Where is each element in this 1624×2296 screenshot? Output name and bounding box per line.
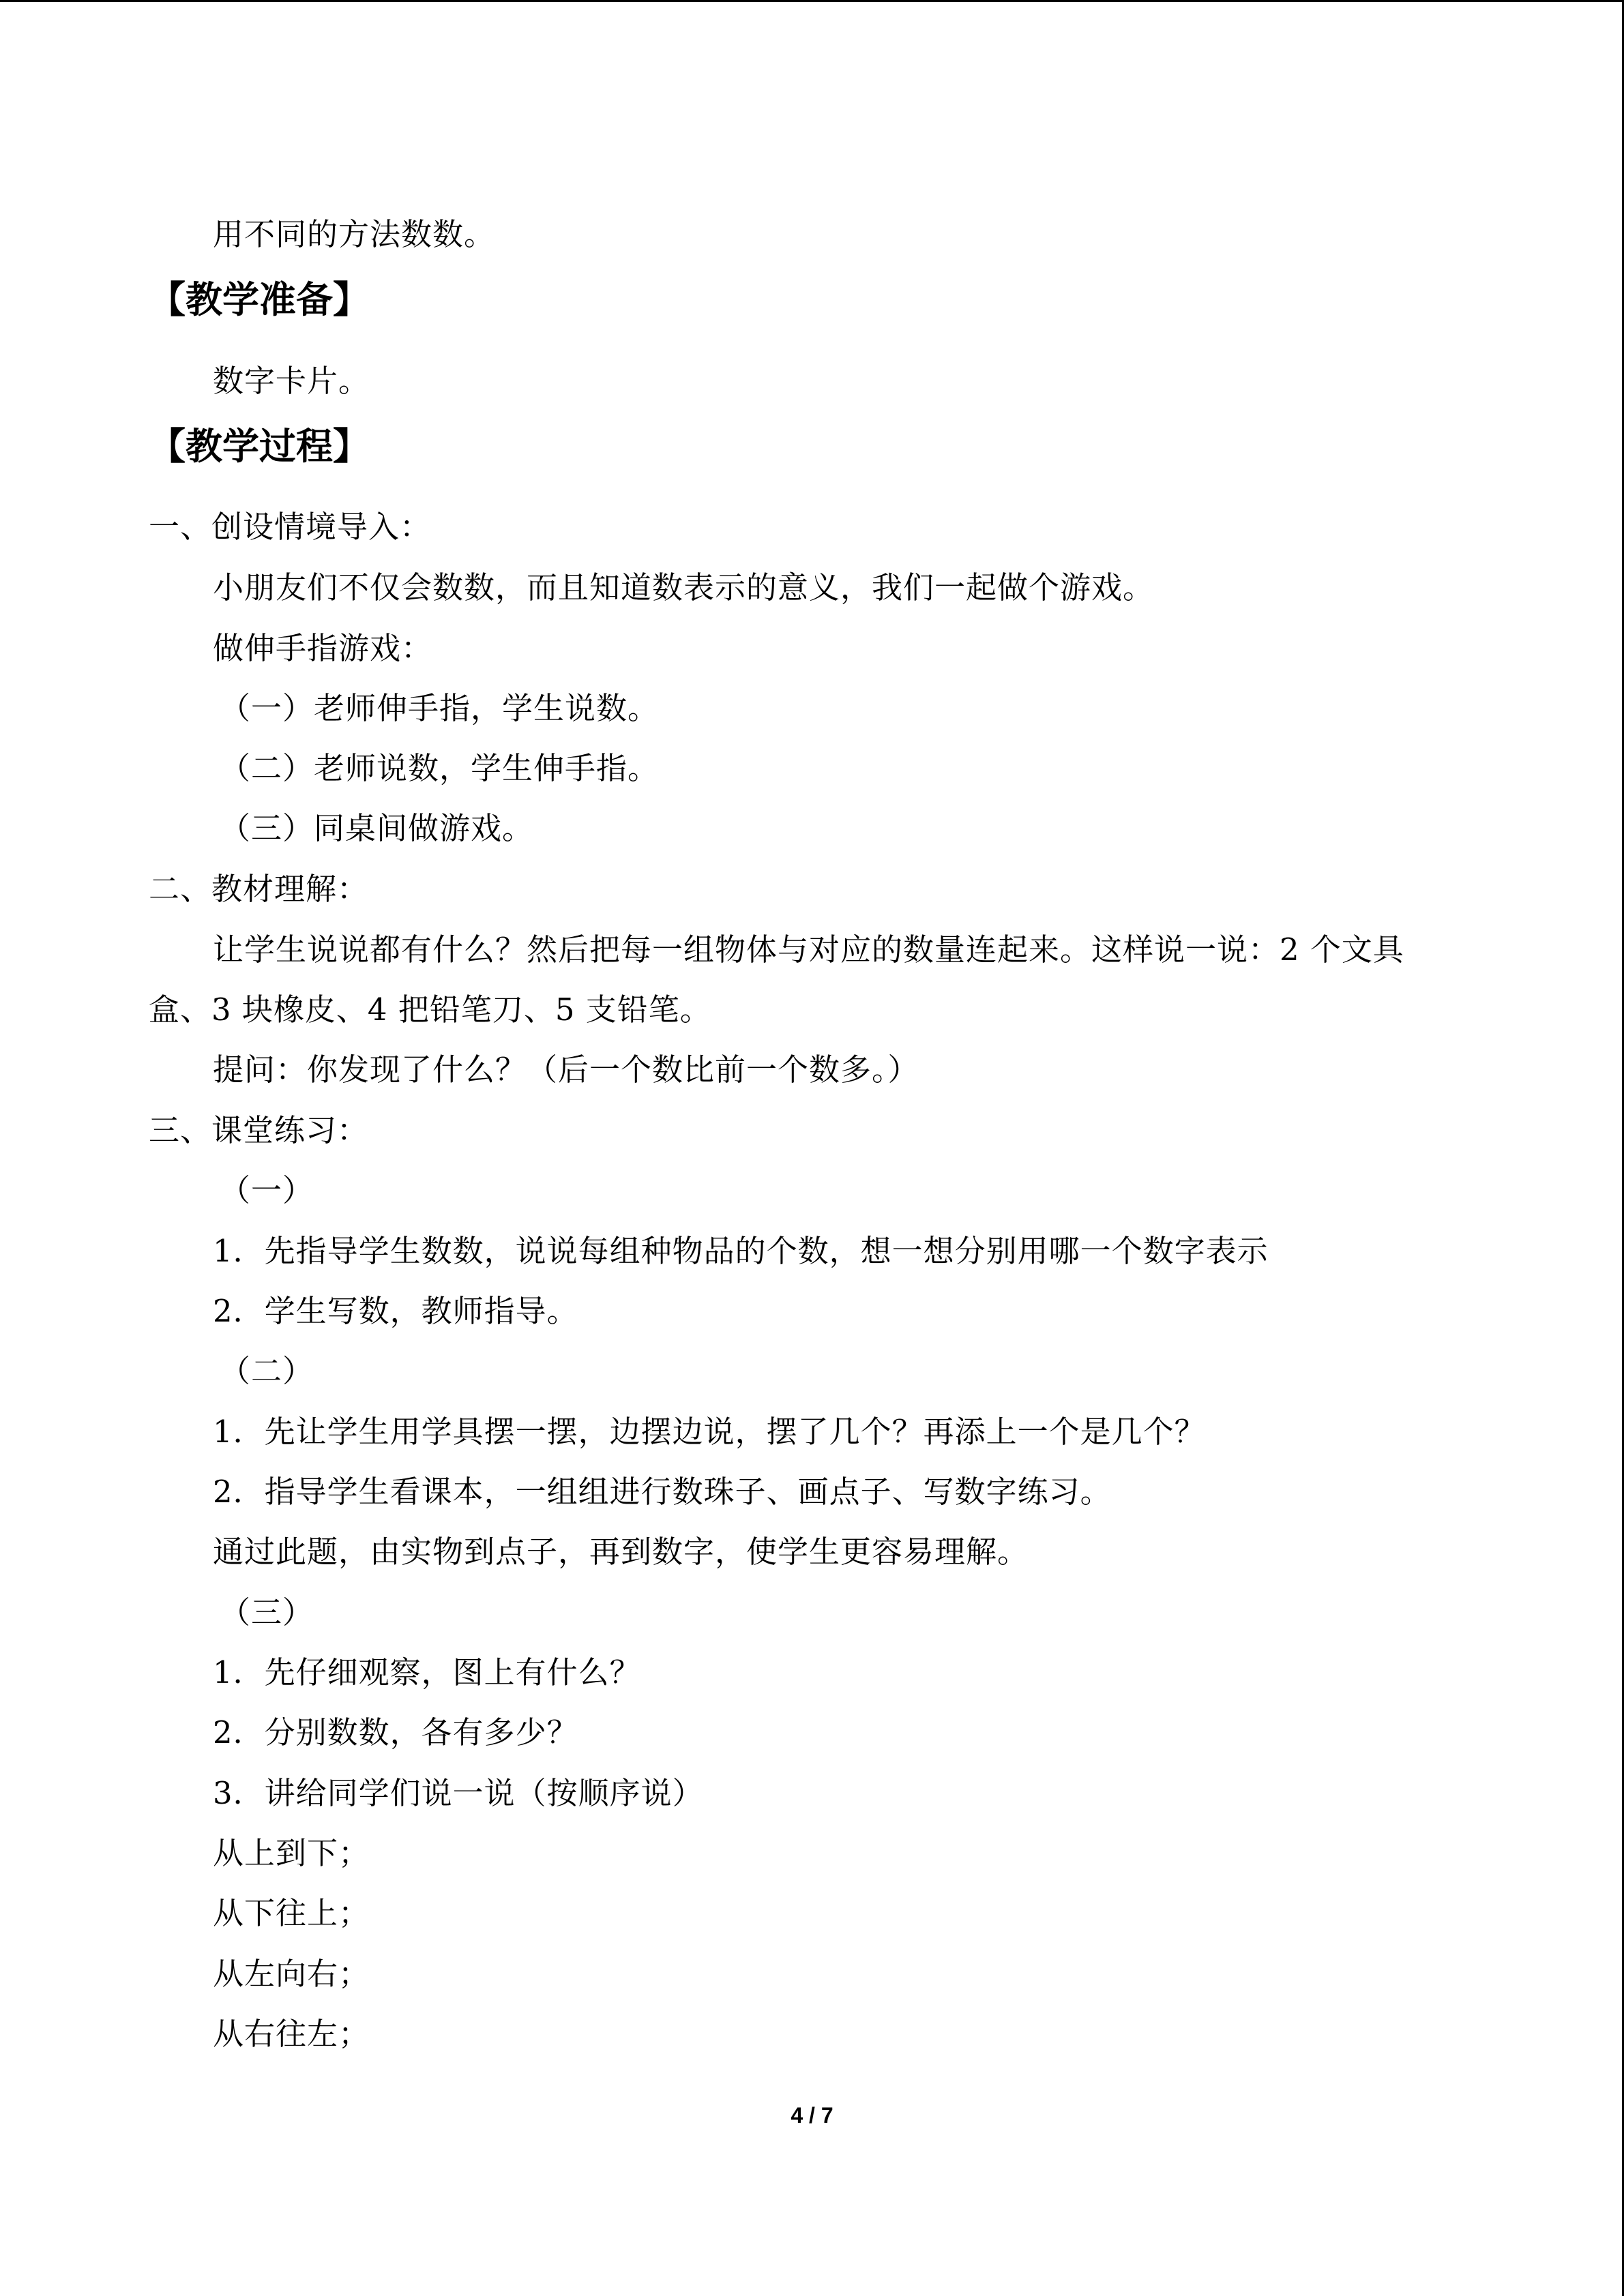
text-line: 让学生说说都有什么？然后把每一组物体与对应的数量连起来。这样说一说：2 个文具 (213, 931, 1404, 968)
text-line: 盒、3 块橡皮、4 把铅笔刀、5 支铅笔。 (149, 992, 711, 1028)
text-line: 提问：你发现了什么？（后一个数比前一个数多。） (213, 1052, 919, 1088)
text-line: 从右往左； (213, 2016, 370, 2052)
section-title-2: 二、教材理解： (149, 871, 369, 907)
text-line: 3．讲给同学们说一说（按顺序说） (213, 1775, 704, 1811)
text-line: 数字卡片。 (213, 363, 370, 399)
subsection-label: （一） (220, 1172, 314, 1208)
subsection-label: （三） (220, 1594, 314, 1630)
text-line: 做伸手指游戏： (213, 630, 433, 666)
text-line: 1．先指导学生数数，说说每组种物品的个数，想一想分别用哪一个数字表示 (213, 1233, 1269, 1269)
text-line: 2．指导学生看课本，一组组进行数珠子、画点子、写数字练习。 (213, 1474, 1112, 1510)
text-line: （一）老师伸手指，学生说数。 (220, 690, 660, 726)
section-heading-process: 【教学过程】 (149, 425, 370, 468)
text-line: 从上到下； (213, 1835, 370, 1871)
text-line: 1．先仔细观察，图上有什么？ (213, 1654, 641, 1690)
text-line: （三）同桌间做游戏。 (220, 810, 534, 846)
text-line: 小朋友们不仅会数数，而且知道数表示的意义，我们一起做个游戏。 (213, 569, 1155, 606)
text-line: 2．分别数数，各有多少？ (213, 1714, 578, 1750)
text-line: 从下往上； (213, 1895, 370, 1931)
text-line: 2．学生写数，教师指导。 (213, 1293, 578, 1329)
text-line: （二）老师说数，学生伸手指。 (220, 750, 660, 786)
text-line: 1．先让学生用学具摆一摆，边摆边说，摆了几个？再添上一个是几个？ (213, 1414, 1206, 1450)
text-line: 从左向右； (213, 1956, 370, 1992)
section-heading-preparation: 【教学准备】 (149, 278, 370, 321)
text-line: 用不同的方法数数。 (213, 216, 496, 252)
text-line: 通过此题，由实物到点子，再到数字，使学生更容易理解。 (213, 1534, 1029, 1570)
page-number: 4 / 7 (791, 2103, 833, 2128)
section-title-1: 一、创设情境导入： (149, 509, 432, 545)
section-title-3: 三、课堂练习： (149, 1112, 369, 1148)
subsection-label: （二） (220, 1353, 314, 1389)
